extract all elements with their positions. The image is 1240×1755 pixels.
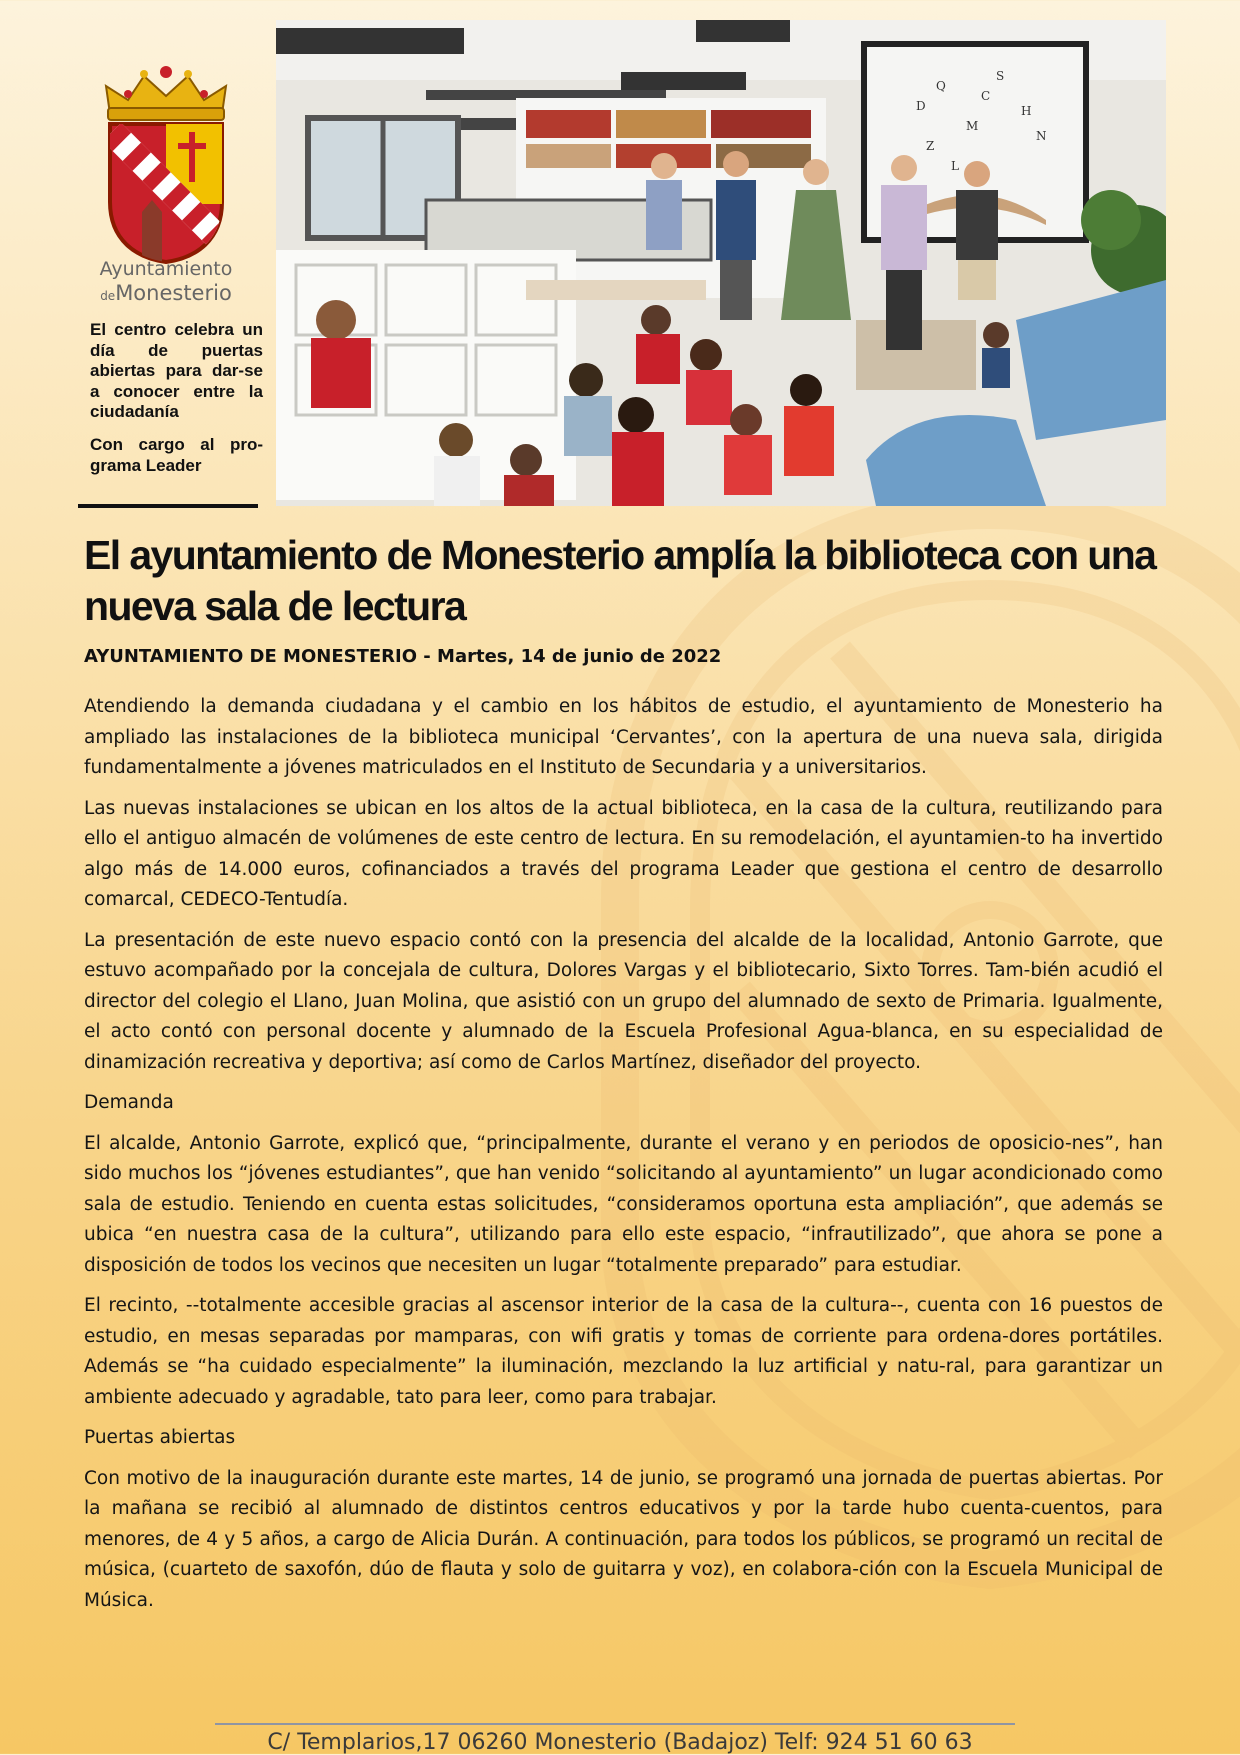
- svg-text:H: H: [1021, 104, 1032, 118]
- svg-text:C: C: [981, 89, 991, 103]
- paragraph-installations: Las nuevas instalaciones se ubican en los altos de la actual biblioteca, en la casa de la cultura, reutilizando para ello el antiguo almacén de volúmenes de este centro de lectura. En su remodelación, el ayuntamien-to ha invertido algo más de 14.000 euros, cofinanciados a través del programa Leader que gestiona el centro de desarrollo comarcal, CEDECO-Tentudía.: [84, 797, 1163, 910]
- logo-monesterio-text: [80, 281, 252, 305]
- sidebar-divider: [78, 504, 258, 508]
- paragraph-open-day: Con motivo de la inauguración durante este martes, 14 de junio, se programó una jornada de puertas abiertas. Por la mañana se recibió al alumnado de distintos centros educativos y por la tarde hubo cuenta-cuentos, para menores, de 4 y 5 años, a cargo de Alicia Durán. A continuación, para todos los públicos, se programó un recital de música, (cuarteto de saxofón, dúo de flauta y solo de guitarra y voz), en colabora-ción con la Escuela Municipal de Música.: [84, 1467, 1163, 1611]
- article-body: [84, 692, 1163, 1626]
- subheadline-open-day: El centro celebra un día de puertas abiertas para dar-se a conocer entre la ciudadanía: [90, 320, 263, 421]
- section-heading-puertas-abiertas: Puertas abiertas: [84, 1427, 236, 1448]
- svg-text:Q: Q: [936, 79, 946, 93]
- logo-ayuntamiento-text: Ayuntamiento: [99, 258, 233, 280]
- paragraph-mayor-quote: El alcalde, Antonio Garrote, explicó que, “principalmente, durante el verano y en periodos de oposicio-nes”, han sido muchos los “jóvenes estudiantes”, que han venido “solicitando al ayuntamiento” un lugar acondicionado como sala de estudio. Teniendo en cuenta estas solicitudes, “consideramos oportuna esta ampliación”, que además se ubica “en nuestra casa de la cultura”, utilizando para ello este espacio, “infrautilizado”, que ahora se pone a disposición de todos los vecinos que necesiten un lugar “totalmente preparado” para estudiar.: [84, 1132, 1163, 1276]
- paragraph-facilities: El recinto, --totalmente accesible gracias al ascensor interior de la casa de la cultura--, cuenta con 16 puestos de estudio, en mesas separadas por mamparas, con wifi gratis y tomas de corriente para ordena-dores portátiles. Además se “ha cuidado especialmente” la iluminación, mezclando la luz artificial y natu-ral, para garantizar un ambiente adecuado y agradable, tato para leer, como para trabajar.: [84, 1295, 1163, 1408]
- paragraph-presentation: La presentación de este nuevo espacio contó con la presencia del alcalde de la localidad, Antonio Garrote, que estuvo acompañado por la concejala de cultura, Dolores Vargas y el bibliotecario, Sixto Torres. Tam-bién acudió el director del colegio el Llano, Juan Molina, que asistió con un grupo del alumnado de sexto de Primaria. Igualmente, el acto contó con personal docente y alumnado de la Escuela Profesional Agua-blanca, en su especialidad de dinamización recreativa y deportiva; así como de Carlos Martínez, diseñador del proyecto.: [84, 929, 1163, 1073]
- crown-icon: [106, 66, 226, 120]
- svg-text:L: L: [951, 159, 959, 173]
- library-reading-room-photo: [276, 20, 1166, 506]
- svg-text:D: D: [916, 99, 926, 113]
- article-byline: AYUNTAMIENTO DE MONESTERIO - Martes, 14 de junio de 2022: [84, 646, 722, 667]
- footer-address: C/ Templarios,17 06260 Monesterio (Badajoz) Telf: 924 51 60 63: [267, 1730, 973, 1755]
- svg-text:M: M: [966, 119, 979, 133]
- logo-de-text: de: [100, 289, 116, 303]
- article-headline: El ayuntamiento de Monesterio amplía la biblioteca con una nueva sala de lectura: [84, 532, 1156, 629]
- svg-text:Z: Z: [926, 139, 935, 153]
- section-heading-demanda: Demanda: [84, 1092, 174, 1113]
- logo-monesterio-word: Monesterio: [115, 281, 232, 305]
- svg-text:N: N: [1036, 129, 1047, 143]
- subheadline-leader: Con cargo al pro-grama Leader: [90, 435, 263, 475]
- svg-text:S: S: [996, 69, 1005, 83]
- footer-divider: [215, 1723, 1015, 1725]
- paragraph-intro: Atendiendo la demanda ciudadana y el cambio en los hábitos de estudio, el ayuntamiento de Monesterio ha ampliado las instalaciones de la biblioteca municipal ‘Cervantes’, con la apertura de una nueva sala, dirigida fundamentalmente a jóvenes matriculados en el Instituto de Secundaria y a universitarios.: [84, 696, 1163, 778]
